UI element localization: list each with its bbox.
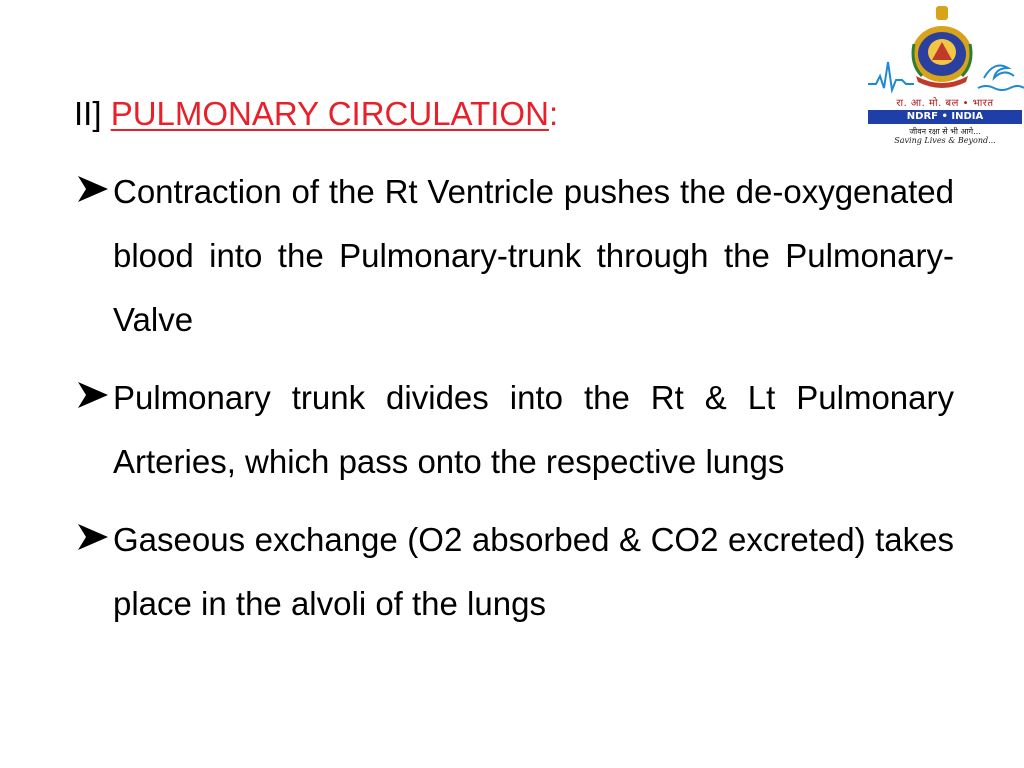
ndrf-logo (866, 4, 1024, 146)
bullet-item (76, 366, 954, 494)
arrow-bullet-icon (76, 380, 110, 410)
arrow-bullet-icon (76, 522, 110, 552)
bullet-item (76, 160, 954, 352)
heading-prefix: II] (74, 95, 102, 132)
heading-colon: : (548, 95, 559, 132)
logo-tagline-hindi: जीवन रक्षा से भी आगे... (909, 127, 981, 136)
bullet-text: Gaseous exchange (O2 absorbed & CO2 excreted) takes place in the alvoli of the lungs (113, 521, 954, 622)
bullet-item (76, 508, 954, 636)
bullet-text: Pulmonary trunk divides into the Rt & Lt Pulmonary Arteries, which pass onto the respective lungs (113, 379, 954, 480)
bullet-list (76, 160, 954, 650)
bullet-text: Contraction of the Rt Ventricle pushes the de-oxygenated blood into the Pulmonary-trunk through the Pulmonary-Valve (113, 173, 954, 338)
logo-band: NDRF • INDIA (868, 110, 1022, 124)
emblem-icon (906, 4, 978, 90)
arrow-bullet-icon (76, 174, 110, 204)
heading-title: PULMONARY CIRCULATION (110, 95, 549, 132)
slide-heading (74, 92, 558, 136)
logo-hindi-line: रा. आ. मो. बल • भारत (896, 98, 994, 109)
logo-tagline-english: Saving Lives & Beyond... (894, 136, 996, 145)
